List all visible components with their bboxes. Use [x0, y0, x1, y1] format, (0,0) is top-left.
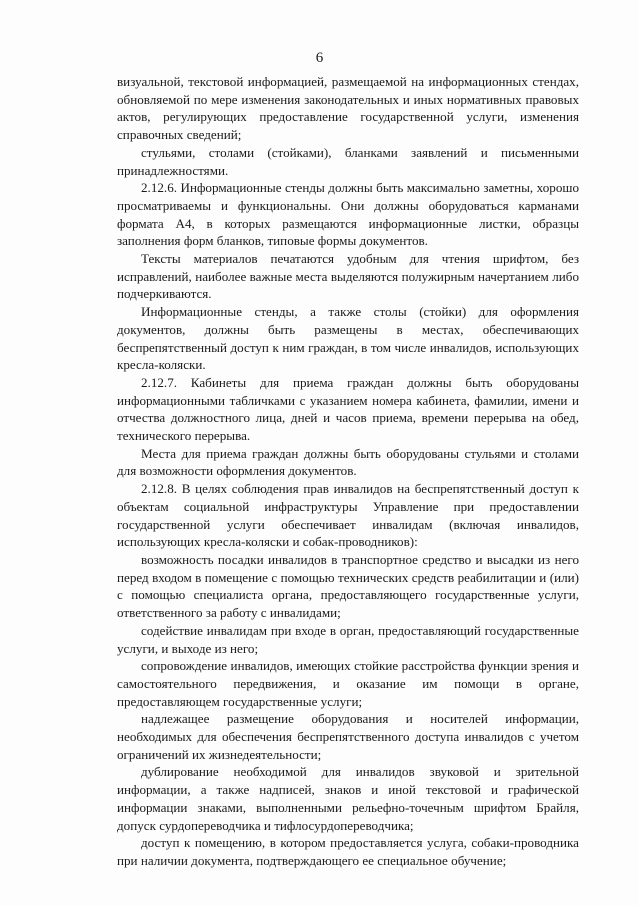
- paragraph-1: визуальной, текстовой информацией, размещаемой на информационных стендах, обновляемой по мере изменения законодательных и иных нормативных правовых актов, регулирующих предоставление государственной услуги, изменения справочных сведений;: [117, 74, 579, 143]
- paragraph-12: надлежащее размещение оборудования и носителей информации, необходимых для обеспечения беспрепятственного доступа инвалидов с учетом ограничений их жизнедеятельности;: [117, 711, 579, 762]
- paragraph-14: доступ к помещению, в котором предоставляется услуга, собаки-проводника при наличии документа, подтверждающего ее специальное обучение;: [117, 835, 579, 868]
- paragraph-8: 2.12.8. В целях соблюдения прав инвалидов на беспрепятственный доступ к объектам социальной инфраструктуры Управление при предоставлении государственной услуги обеспечивает инвалидам (включая инвалидов, использующих кресла-коляски и собак-проводников):: [117, 481, 579, 550]
- paragraph-13: дублирование необходимой для инвалидов звуковой и зрительной информации, а также надписей, знаков и иной текстовой и графической информации знаками, выполненными рельефно-точечным шрифтом Брайля, допуск сурдопереводчика и тифлосурдопереводчика;: [117, 764, 579, 833]
- paragraph-11: сопровождение инвалидов, имеющих стойкие расстройства функции зрения и самостоятельного передвижения, и оказание им помощи в органе, предоставляющем государственные услуги;: [117, 658, 579, 709]
- page-number: 6: [315, 50, 324, 66]
- paragraph-3: 2.12.6. Информационные стенды должны быть максимально заметны, хорошо просматриваемы и функциональны. Они должны оборудоваться карманами формата А4, в которых размещаются информационные листки, образцы заполнения форм бланков, типовые формы документов.: [117, 180, 579, 249]
- paragraph-6: 2.12.7. Кабинеты для приема граждан должны быть оборудованы информационными табличками с указанием номера кабинета, фамилии, имени и отчества должностного лица, дней и часов приема, времени перерыва на обед, технического перерыва.: [117, 374, 579, 444]
- body-text: [117, 73, 579, 870]
- paragraph-9: возможность посадки инвалидов в транспортное средство и высадки из него перед входом в помещение с помощью технических средств реабилитации и (или) с помощью специалиста органа, предоставляющего государственные услуги, ответственного за работу с инвалидами;: [117, 551, 579, 621]
- paragraph-5: Информационные стенды, а также столы (стойки) для оформления документов, должны быть размещены в местах, обеспечивающих беспрепятственный доступ к ним граждан, в том числе инвалидов, использующих кресла-коляски.: [117, 304, 579, 373]
- paragraph-7: Места для приема граждан должны быть оборудованы стульями и столами для возможности оформления документов.: [117, 445, 579, 479]
- paragraph-2: стульями, столами (стойками), бланками заявлений и письменными принадлежностями.: [117, 144, 579, 178]
- paragraph-10: содействие инвалидам при входе в орган, предоставляющий государственные услуги, и выходе из него;: [117, 622, 579, 656]
- paragraph-4: Тексты материалов печатаются удобным для чтения шрифтом, без исправлений, наиболее важные места выделяются полужирным начертанием либо подчеркиваются.: [117, 251, 579, 302]
